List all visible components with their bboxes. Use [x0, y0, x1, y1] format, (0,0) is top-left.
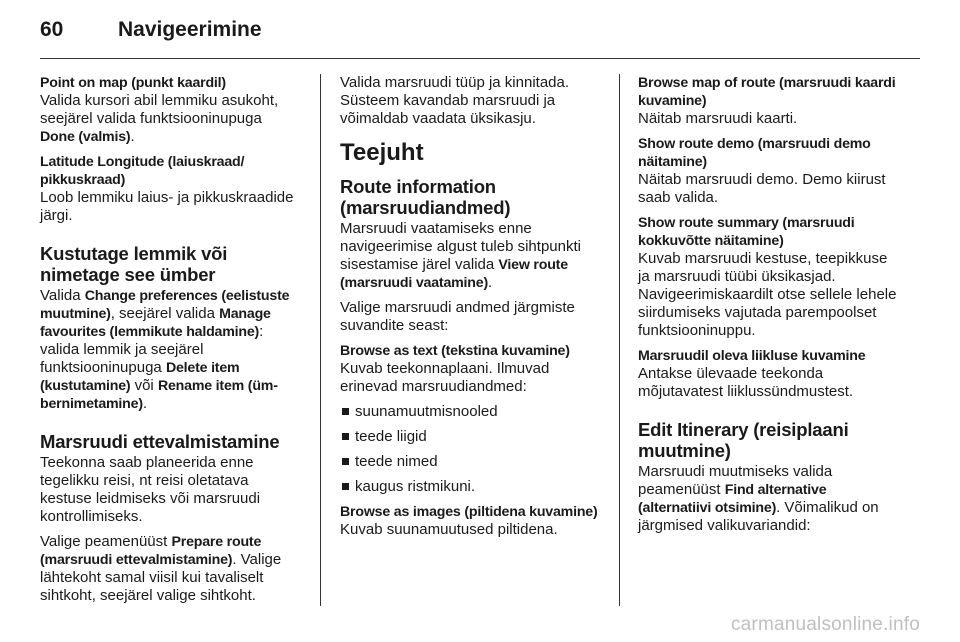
text: .	[487, 274, 493, 291]
route-information-text	[340, 220, 600, 292]
edit-favourite-text	[40, 287, 300, 413]
header-rule	[40, 58, 920, 59]
column-divider-1	[320, 74, 321, 606]
list-item: teede liigid	[340, 428, 600, 446]
column-3	[638, 74, 898, 542]
page-number: 60	[40, 18, 64, 41]
text: Valige peamenüüst	[40, 533, 172, 550]
point-on-map-term: Point on map (punkt kaardil)	[40, 75, 226, 91]
browse-images-term: Browse as images (piltidena kuvamine)	[340, 504, 598, 520]
manage-favourites-label: Manage favourites (lemmikute haldamine)	[40, 306, 271, 340]
edit-favourite-heading: Kustutage lemmik või nimetage see ümber	[40, 243, 228, 285]
route-preparation-intro: Teekonna saab planeerida enne tegelikku reisi, nt reisi oletatava kestuse leidmiseks või marsruudi kontrollimiseks.	[40, 454, 261, 525]
change-preferences-label: Change preferences (eelistuste muutmine)	[40, 288, 290, 322]
edit-itinerary-heading: Edit Itinerary (reisiplaani muutmine)	[638, 419, 849, 461]
route-details-list	[340, 403, 600, 496]
rename-item-label: Rename item (ümbernimetamine)	[40, 378, 278, 412]
list-item: teede nimed	[340, 453, 600, 471]
browse-map-entry	[638, 74, 898, 128]
route-preparation-steps	[40, 533, 300, 605]
text: .	[142, 395, 148, 412]
point-on-map-text: Valida kursori abil lemmiku asukoht, seejärel valida funktsiooninupuga	[40, 92, 279, 127]
point-on-map-entry	[40, 74, 300, 146]
browse-text-entry	[340, 342, 600, 396]
edit-itinerary-text	[638, 463, 898, 535]
text: , seejärel valida	[110, 305, 220, 322]
route-traffic-term: Marsruudil oleva liikluse kuvamine	[638, 348, 866, 364]
lat-long-entry	[40, 153, 300, 225]
lat-long-term: Latitude Longitude (laiuskraad/ pikkuskraad)	[40, 154, 245, 188]
done-label: Done (valmis)	[40, 129, 131, 145]
delete-item-label: Delete item (kustutamine)	[40, 360, 240, 394]
route-type-intro: Valida marsruudi tüüp ja kinnitada. Süsteem kavandab marsruudi ja võimaldab vaadata üksikasju.	[340, 74, 570, 127]
page-header	[40, 18, 262, 50]
browse-map-term: Browse map of route (marsruudi kaardi kuvamine)	[638, 75, 896, 109]
find-alternative-label: Find alternative (alternatiivi otsimine)	[638, 482, 827, 516]
text: : valida lemmik ja seejärel funktsiooninupuga	[40, 323, 264, 376]
route-summary-desc: Kuvab marsruudi kestuse, teepikkuse ja marsruudi tüübi üksikasjad. Navigeerimiskaardilt otse sellele lehele siirdumiseks vajutada parempoolset funktsiooninuppu.	[638, 250, 897, 339]
list-item: suunamuutmisnooled	[340, 403, 600, 421]
route-summary-term: Show route summary (marsruudi kokkuvõtte näitamine)	[638, 215, 855, 249]
column-1	[40, 74, 300, 612]
route-traffic-entry	[638, 347, 898, 401]
text: või	[130, 377, 158, 394]
column-divider-2	[619, 74, 620, 606]
text: . Valige lähtekoht samal viisil kui tavaliselt sihtkoht, seejärel valige sihtkoht.	[40, 551, 282, 604]
list-item: kaugus ristmikuni.	[340, 478, 600, 496]
browse-map-desc: Näitab marsruudi kaarti.	[638, 110, 798, 127]
browse-text-desc: Kuvab teekonnaplaani. Ilmuvad erinevad marsruudiandmed:	[340, 360, 550, 395]
route-demo-desc: Näitab marsruudi demo. Demo kiirust saab valida.	[638, 171, 886, 206]
column-2	[340, 74, 600, 546]
prepare-route-label: Prepare route (marsruudi ettevalmistamine)	[40, 534, 262, 568]
chapter-title: Navigeerimine	[118, 18, 262, 41]
lat-long-text: Loob lemmiku laius- ja pikkuskraadide järgi.	[40, 189, 294, 224]
browse-images-entry	[340, 503, 600, 539]
text: Marsruudi vaatamiseks enne navigeerimise algust tuleb sihtpunkti sisestamise järel valida	[340, 220, 581, 273]
route-demo-entry	[638, 135, 898, 207]
text: Valida	[40, 287, 85, 304]
browse-images-desc: Kuvab suunamuutused piltidena.	[340, 521, 558, 538]
options-text: Valige marsruudi andmed järgmiste suvandite seast:	[340, 299, 575, 334]
text: . Võimalikud on järgmised valikuvariandid:	[638, 499, 879, 534]
guidance-heading: Teejuht	[340, 139, 424, 166]
route-demo-term: Show route demo (marsruudi demo näitamine)	[638, 136, 871, 170]
route-preparation-heading: Marsruudi ettevalmistamine	[40, 431, 280, 452]
route-summary-entry	[638, 214, 898, 340]
site-watermark: carmanualsonline.info	[730, 614, 920, 635]
route-traffic-desc: Antakse ülevaade teekonda mõjutavatest liiklussündmustest.	[638, 365, 854, 400]
route-information-heading: Route information (marsruudiandmed)	[340, 176, 511, 218]
view-route-label: View route (marsruudi vaatamine)	[340, 257, 568, 291]
browse-text-term: Browse as text (tekstina kuvamine)	[340, 343, 570, 359]
punct: .	[130, 128, 135, 145]
text: Marsruudi muutmiseks valida peamenüüst	[638, 463, 833, 498]
